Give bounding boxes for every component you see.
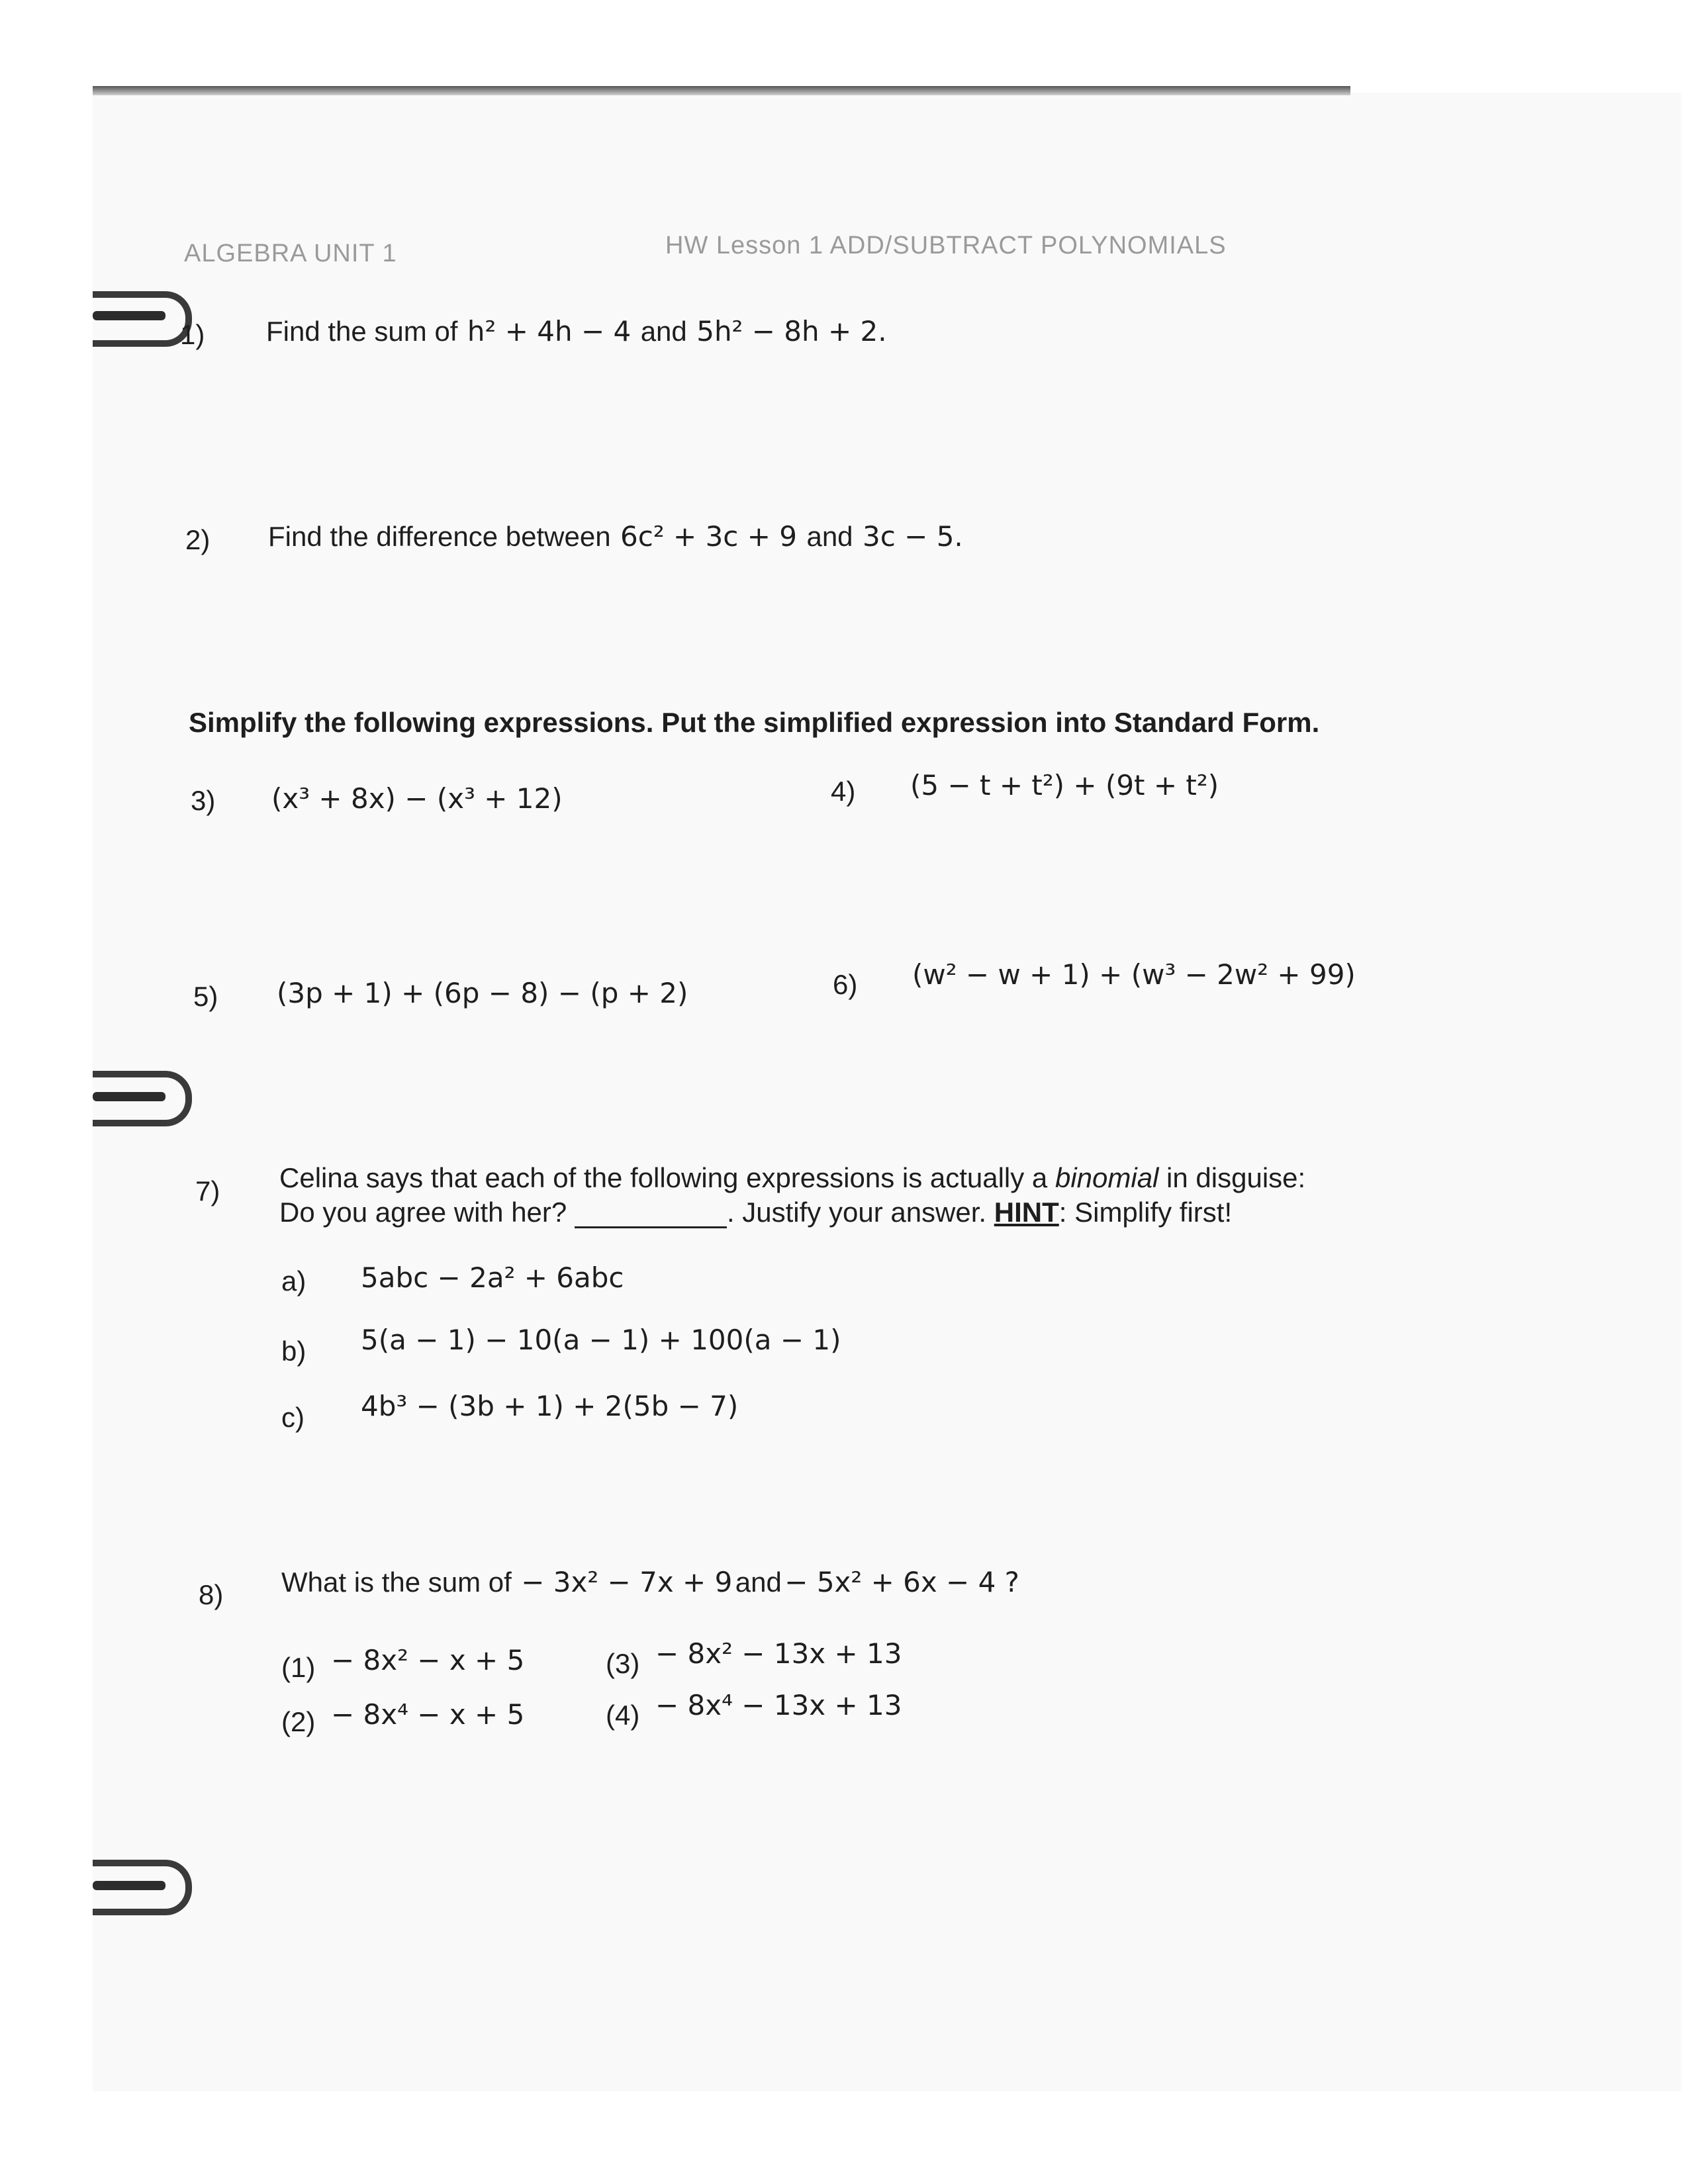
question-7-justify: . Justify your answer.: [726, 1197, 987, 1228]
question-7-line-1-start: Celina says that each of the following expressions is actually a: [279, 1162, 1055, 1193]
choice-4-expr: − 8x⁴ − 13x + 13: [655, 1689, 902, 1721]
question-2-and: and: [806, 521, 853, 552]
question-2-expr-1: 6c² + 3c + 9: [620, 520, 798, 553]
choice-3-expr: − 8x² − 13x + 13: [655, 1637, 902, 1670]
answer-blank[interactable]: [575, 1206, 727, 1228]
bleed-through-text: [258, 655, 264, 681]
worksheet-page: [93, 93, 1681, 2091]
question-7-line-1: [279, 1162, 1305, 1194]
question-1-number: 1): [180, 319, 205, 350]
question-7-line-2: [279, 1197, 1232, 1228]
section-instruction: Simplify the following expressions. Put the simplified expression into Standard Form.: [189, 707, 1320, 738]
question-7-line-1-end: in disguise:: [1158, 1162, 1306, 1193]
question-7b-label: b): [281, 1336, 306, 1367]
question-5-expr: (3p + 1) + (6p − 8) − (p + 2): [277, 977, 688, 1009]
course-title: ALGEBRA UNIT 1: [184, 240, 397, 267]
question-2: [268, 520, 963, 553]
question-7-binomial-word: binomial: [1055, 1162, 1159, 1193]
question-8-number: 8): [199, 1579, 224, 1610]
question-7-number: 7): [195, 1175, 220, 1206]
question-5-number: 5): [193, 981, 218, 1012]
question-3-expr: (x³ + 8x) − (x³ + 12): [271, 782, 563, 815]
question-7b-expr: 5(a − 1) − 10(a − 1) + 100(a − 1): [361, 1324, 841, 1356]
question-7c-label: c): [281, 1402, 305, 1433]
question-7-agree-prompt: Do you agree with her?: [279, 1197, 567, 1228]
question-1-expr-2: 5h² − 8h + 2.: [696, 315, 887, 347]
hint-label: HINT: [994, 1197, 1059, 1228]
choice-2-label: (2): [281, 1706, 316, 1737]
lesson-title: HW Lesson 1 ADD/SUBTRACT POLYNOMIALS: [665, 232, 1227, 259]
question-1-and: and: [640, 316, 687, 347]
question-2-expr-2: 3c − 5.: [863, 520, 963, 553]
question-8-expr-2: − 5x² + 6x − 4 ?: [784, 1566, 1019, 1598]
binder-ring-top-bar: [93, 311, 165, 320]
binder-ring-bottom-bar: [93, 1881, 165, 1890]
choice-4-label: (4): [606, 1700, 640, 1731]
question-7a-label: a): [281, 1265, 306, 1297]
page-top-edge: [93, 86, 1350, 95]
question-1-text: Find the sum of: [266, 316, 458, 347]
question-4-number: 4): [831, 776, 856, 807]
question-8-and: and: [735, 1567, 782, 1598]
choice-1-label: (1): [281, 1652, 316, 1683]
question-2-text: Find the difference between: [268, 521, 611, 552]
hint-text: : Simplify first!: [1058, 1197, 1233, 1228]
choice-3-label: (3): [606, 1648, 640, 1679]
question-7c-expr: 4b³ − (3b + 1) + 2(5b − 7): [361, 1390, 739, 1422]
question-6-number: 6): [833, 969, 858, 1000]
binder-ring-middle-bar: [93, 1092, 165, 1101]
question-8-text: What is the sum of: [281, 1567, 512, 1598]
question-8-expr-1: − 3x² − 7x + 9: [521, 1566, 733, 1598]
question-4-expr: (5 − t + t²) + (9t + t²): [910, 769, 1219, 801]
question-8: [281, 1566, 1019, 1598]
question-3-number: 3): [191, 785, 216, 816]
question-2-number: 2): [185, 524, 211, 555]
question-6-expr: (w² − w + 1) + (w³ − 2w² + 99): [912, 958, 1356, 991]
question-7a-expr: 5abc − 2a² + 6abc: [361, 1261, 624, 1294]
question-1-expr-1: h² + 4h − 4: [467, 315, 632, 347]
choice-2-expr: − 8x⁴ − x + 5: [331, 1698, 525, 1731]
choice-1-expr: − 8x² − x + 5: [331, 1644, 525, 1676]
question-1: [266, 315, 887, 347]
